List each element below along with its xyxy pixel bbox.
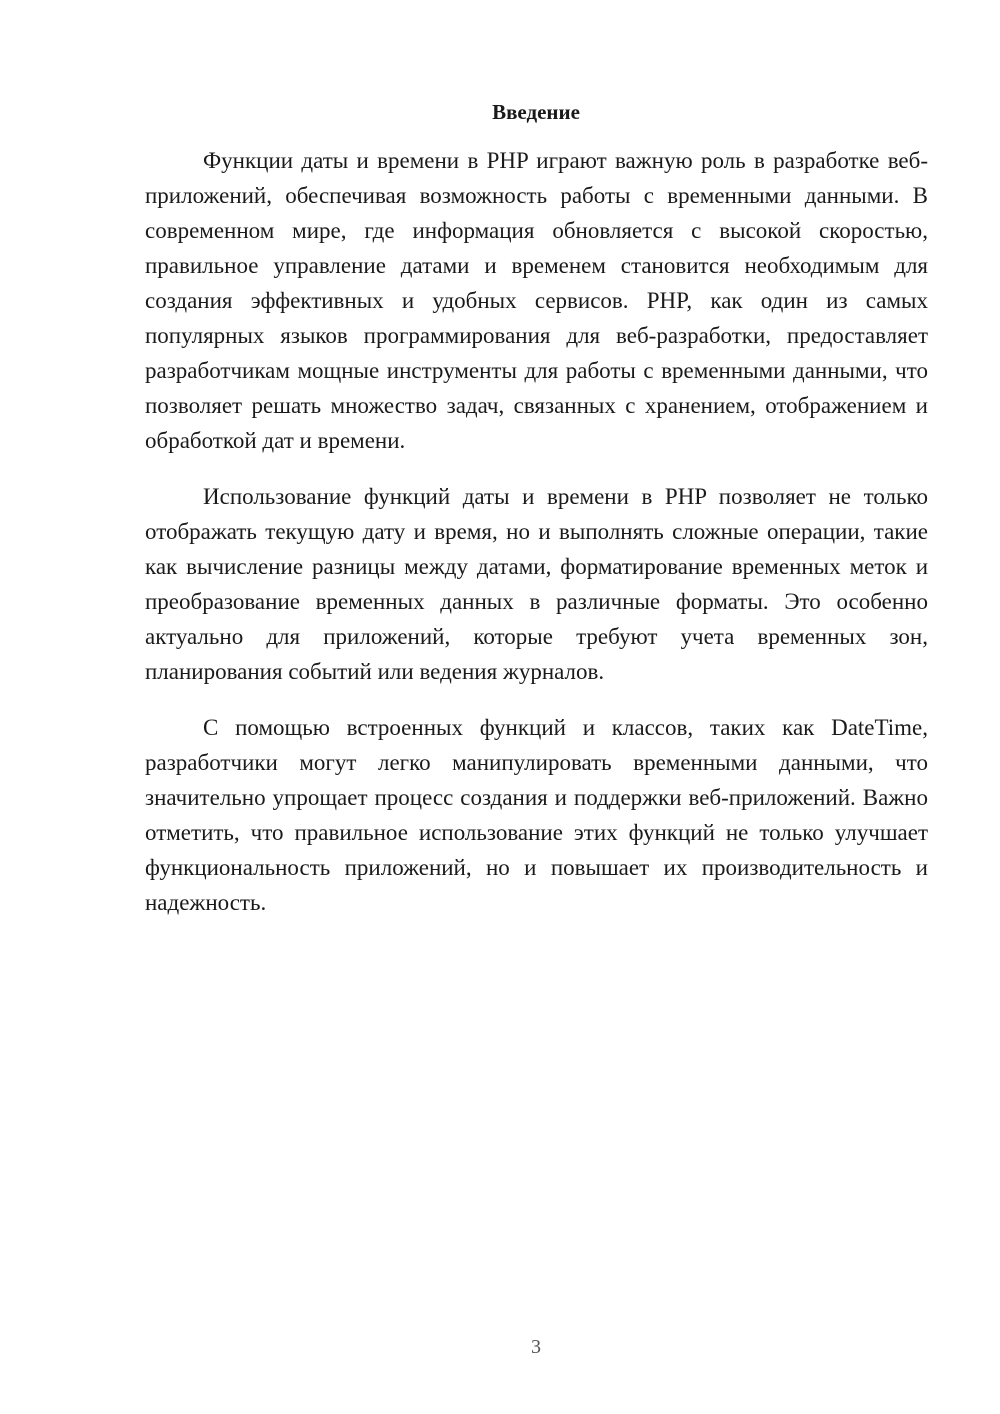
page-number: 3	[531, 1336, 541, 1358]
paragraph-3: С помощью встроенных функций и классов, таких как DateTime, разработчики могут легко манипулировать временными данными, что значительно упрощает процесс создания и поддержки веб-приложений. Важно отметить, что правильное использование этих функций не только улучшает функциональность приложений, но и повышает их производительность и надежность.	[145, 715, 928, 915]
section-title: Введение	[492, 100, 580, 124]
paragraph-2: Использование функций даты и времени в PHP позволяет не только отображать текущую дату и время, но и выполнять сложные операции, такие как вычисление разницы между датами, форматирование временных меток и преобразование временных данных в различные форматы. Это особенно актуально для приложений, которые требуют учета временных зон, планирования событий или ведения журналов.	[145, 484, 928, 684]
body-text	[145, 143, 928, 941]
paragraph-1: Функции даты и времени в PHP играют важную роль в разработке веб-приложений, обеспечивая возможность работы с временными данными. В современном мире, где информация обновляется с высокой скоростью, правильное управление датами и временем становится необходимым для создания эффективных и удобных сервисов. PHP, как один из самых популярных языков программирования для веб-разработки, предоставляет разработчикам мощные инструменты для работы с временными данными, что позволяет решать множество задач, связанных с хранением, отображением и обработкой дат и времени.	[145, 148, 928, 453]
